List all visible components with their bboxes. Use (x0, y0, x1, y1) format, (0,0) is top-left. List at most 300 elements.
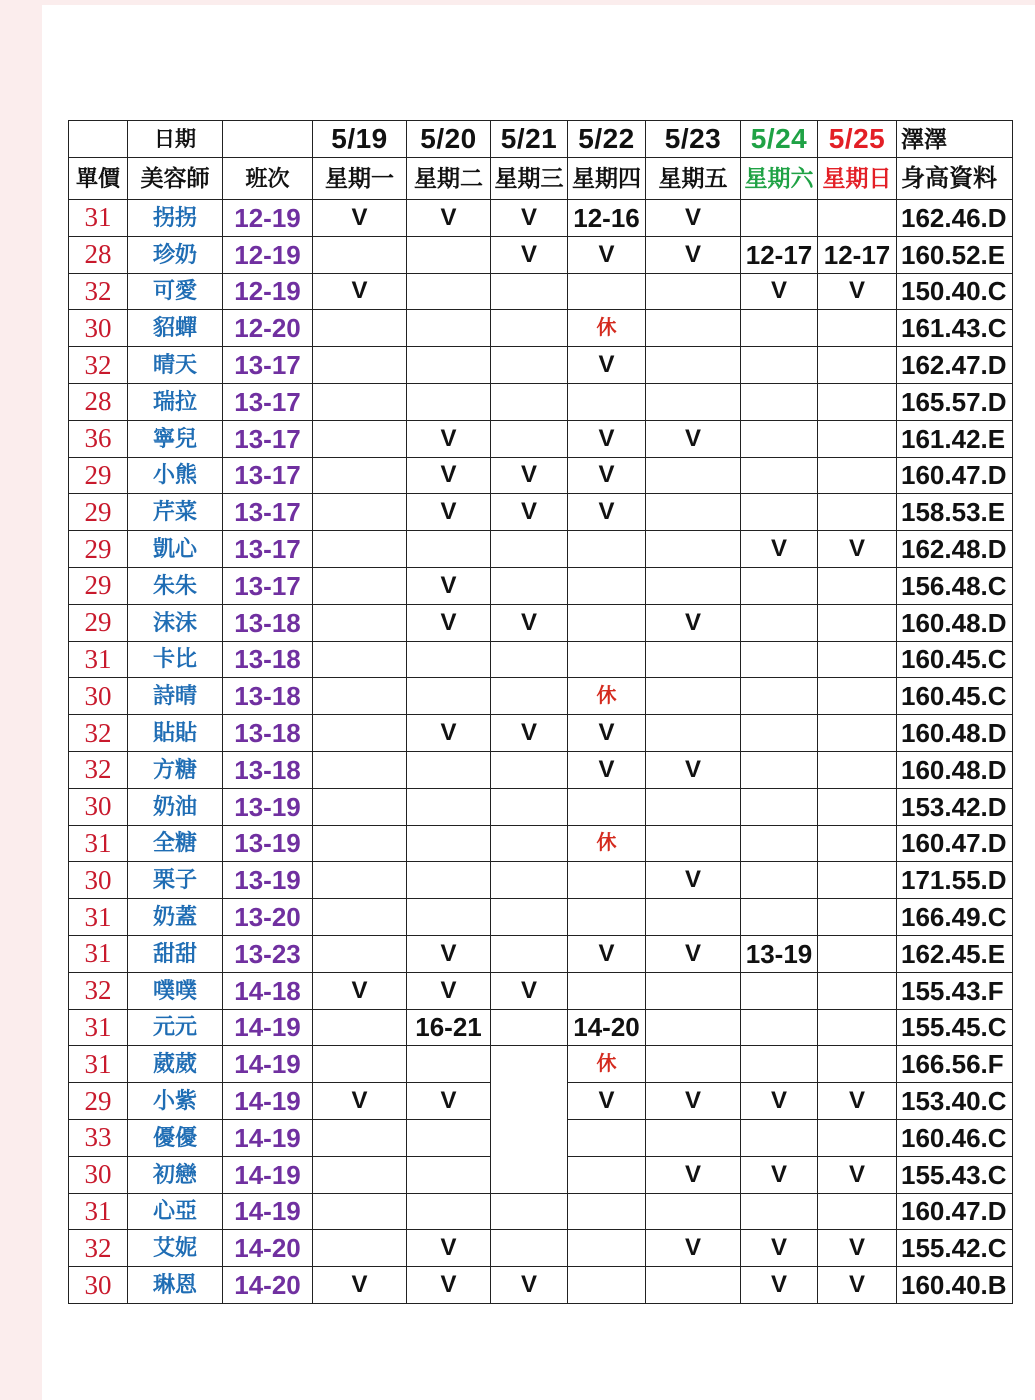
day-cell-thu (568, 567, 646, 604)
day-cell-sun (818, 1046, 897, 1083)
day-cell-tue (407, 310, 491, 347)
shift-cell: 12-19 (223, 200, 313, 237)
height-data-cell: 160.46.C (897, 1119, 1013, 1156)
day-cell-fri (646, 1193, 741, 1230)
height-data-cell: 160.47.D (897, 825, 1013, 862)
day-cell-wed (491, 1009, 568, 1046)
shift-cell: 13-17 (223, 494, 313, 531)
stylist-name-cell: 噗噗 (128, 972, 223, 1009)
owner-name-header: 澤澤 (897, 121, 1013, 158)
day-cell-fri: V (646, 236, 741, 273)
day-cell-sat: V (741, 1230, 818, 1267)
day-cell-wed: V (491, 236, 568, 273)
day-cell-fri: V (646, 862, 741, 899)
shift-cell: 13-19 (223, 788, 313, 825)
day-cell-sun: V (818, 1230, 897, 1267)
day-cell-fri: V (646, 1083, 741, 1120)
day-cell-tue: V (407, 567, 491, 604)
day-cell-thu: V (568, 457, 646, 494)
price-cell: 31 (69, 641, 128, 678)
shift-cell: 12-19 (223, 236, 313, 273)
shift-cell: 13-17 (223, 420, 313, 457)
day-cell-thu (568, 1267, 646, 1304)
price-cell: 30 (69, 862, 128, 899)
day-cell-sun: V (818, 273, 897, 310)
day-cell-wed (491, 1193, 568, 1230)
table-row (69, 678, 1013, 715)
day-cell-sat (741, 1193, 818, 1230)
day-cell-thu (568, 1156, 646, 1193)
day-cell-sun (818, 825, 897, 862)
day-cell-sun: V (818, 531, 897, 568)
day-cell-tue (407, 825, 491, 862)
day-cell-mon (313, 420, 407, 457)
day-cell-wed (491, 310, 568, 347)
day-cell-fri (646, 310, 741, 347)
day-cell-sat (741, 899, 818, 936)
stylist-name-cell: 元元 (128, 1009, 223, 1046)
day-cell-mon (313, 678, 407, 715)
day-cell-sat: V (741, 1083, 818, 1120)
stylist-name-cell: 貼貼 (128, 715, 223, 752)
day-cell-sun (818, 788, 897, 825)
weekday-header-thu: 星期四 (568, 158, 646, 200)
table-row (69, 751, 1013, 788)
shift-cell: 14-19 (223, 1046, 313, 1083)
day-cell-sun (818, 641, 897, 678)
day-cell-sat (741, 567, 818, 604)
table-row (69, 273, 1013, 310)
day-cell-thu: 休 (568, 825, 646, 862)
weekday-header-wed: 星期三 (491, 158, 568, 200)
table-row (69, 604, 1013, 641)
weekday-header-sat: 星期六 (741, 158, 818, 200)
day-cell-mon (313, 1009, 407, 1046)
table-row (69, 1046, 1013, 1083)
day-cell-fri (646, 825, 741, 862)
height-data-cell: 160.48.D (897, 715, 1013, 752)
table-row (69, 383, 1013, 420)
day-cell-thu (568, 1230, 646, 1267)
price-cell: 32 (69, 972, 128, 1009)
day-cell-tue (407, 678, 491, 715)
date-header-fri: 5/23 (646, 121, 741, 158)
table-row (69, 715, 1013, 752)
shift-cell: 13-17 (223, 383, 313, 420)
day-cell-sun (818, 347, 897, 384)
stylist-name-cell: 艾妮 (128, 1230, 223, 1267)
day-cell-fri (646, 1267, 741, 1304)
day-cell-tue (407, 1156, 491, 1193)
price-cell: 29 (69, 457, 128, 494)
day-cell-mon (313, 641, 407, 678)
schedule-header (69, 121, 1013, 200)
day-cell-wed (491, 751, 568, 788)
height-data-cell: 160.45.C (897, 678, 1013, 715)
day-cell-tue (407, 531, 491, 568)
day-cell-sun (818, 494, 897, 531)
shift-column-header: 班次 (223, 158, 313, 200)
price-cell: 29 (69, 567, 128, 604)
day-cell-fri (646, 1046, 741, 1083)
day-cell-thu (568, 1193, 646, 1230)
shift-cell: 12-19 (223, 273, 313, 310)
height-data-cell: 155.42.C (897, 1230, 1013, 1267)
header-row-dates (69, 121, 1013, 158)
day-cell-thu: 休 (568, 678, 646, 715)
height-data-cell: 166.56.F (897, 1046, 1013, 1083)
day-cell-sat (741, 715, 818, 752)
height-data-cell: 160.48.D (897, 604, 1013, 641)
day-cell-sun (818, 604, 897, 641)
day-cell-sat (741, 347, 818, 384)
day-cell-sat (741, 641, 818, 678)
price-cell: 36 (69, 420, 128, 457)
price-cell: 31 (69, 825, 128, 862)
day-cell-sun (818, 1119, 897, 1156)
day-cell-sat (741, 862, 818, 899)
stylist-column-header: 美容師 (128, 158, 223, 200)
stylist-name-cell: 朱朱 (128, 567, 223, 604)
day-cell-sat (741, 420, 818, 457)
day-cell-sun (818, 200, 897, 237)
weekday-header-tue: 星期二 (407, 158, 491, 200)
day-cell-sun (818, 457, 897, 494)
shift-cell: 14-18 (223, 972, 313, 1009)
day-cell-sat: 13-19 (741, 935, 818, 972)
day-cell-fri: V (646, 1156, 741, 1193)
day-cell-fri: V (646, 935, 741, 972)
day-cell-tue (407, 788, 491, 825)
day-cell-sat (741, 383, 818, 420)
day-cell-mon (313, 347, 407, 384)
day-cell-mon (313, 1119, 407, 1156)
day-cell-thu: V (568, 420, 646, 457)
weekday-header-fri: 星期五 (646, 158, 741, 200)
day-cell-thu (568, 972, 646, 1009)
day-cell-wed (491, 1046, 568, 1193)
day-cell-sat: V (741, 1156, 818, 1193)
day-cell-tue (407, 641, 491, 678)
day-cell-fri (646, 1009, 741, 1046)
height-data-cell: 160.47.D (897, 1193, 1013, 1230)
table-row (69, 862, 1013, 899)
day-cell-thu: V (568, 494, 646, 531)
price-cell: 29 (69, 494, 128, 531)
day-cell-wed: V (491, 457, 568, 494)
day-cell-wed (491, 825, 568, 862)
day-cell-thu (568, 641, 646, 678)
day-cell-sat (741, 678, 818, 715)
table-row (69, 1267, 1013, 1304)
header-blank-cell (223, 121, 313, 158)
stylist-name-cell: 心亞 (128, 1193, 223, 1230)
stylist-name-cell: 卡比 (128, 641, 223, 678)
date-label-header: 日期 (128, 121, 223, 158)
day-cell-sat (741, 1119, 818, 1156)
day-cell-sun: 12-17 (818, 236, 897, 273)
shift-cell: 13-19 (223, 862, 313, 899)
day-cell-wed (491, 788, 568, 825)
day-cell-fri (646, 531, 741, 568)
day-cell-tue: V (407, 1083, 491, 1120)
price-cell: 30 (69, 678, 128, 715)
day-cell-fri: V (646, 1230, 741, 1267)
day-cell-fri (646, 347, 741, 384)
day-cell-thu: 休 (568, 310, 646, 347)
price-cell: 33 (69, 1119, 128, 1156)
price-column-header: 單價 (69, 158, 128, 200)
day-cell-mon (313, 751, 407, 788)
shift-cell: 13-18 (223, 751, 313, 788)
price-cell: 32 (69, 347, 128, 384)
day-cell-tue (407, 862, 491, 899)
shift-cell: 13-20 (223, 899, 313, 936)
date-header-thu: 5/22 (568, 121, 646, 158)
day-cell-mon: V (313, 1267, 407, 1304)
day-cell-sat: V (741, 273, 818, 310)
height-data-cell: 161.43.C (897, 310, 1013, 347)
day-cell-mon (313, 1156, 407, 1193)
day-cell-tue (407, 383, 491, 420)
stylist-name-cell: 方糖 (128, 751, 223, 788)
shift-cell: 13-18 (223, 604, 313, 641)
day-cell-wed (491, 567, 568, 604)
shift-cell: 14-19 (223, 1119, 313, 1156)
day-cell-wed: V (491, 715, 568, 752)
day-cell-thu: V (568, 347, 646, 384)
height-data-column-header: 身高資料 (897, 158, 1013, 200)
schedule-sheet (42, 5, 1035, 1400)
day-cell-fri: V (646, 751, 741, 788)
day-cell-thu: V (568, 751, 646, 788)
stylist-name-cell: 全糖 (128, 825, 223, 862)
weekday-header-sun: 星期日 (818, 158, 897, 200)
height-data-cell: 162.48.D (897, 531, 1013, 568)
price-cell: 31 (69, 1193, 128, 1230)
day-cell-thu: V (568, 935, 646, 972)
day-cell-tue: V (407, 604, 491, 641)
table-row (69, 310, 1013, 347)
height-data-cell: 162.46.D (897, 200, 1013, 237)
day-cell-sat (741, 1009, 818, 1046)
stylist-name-cell: 瑞拉 (128, 383, 223, 420)
day-cell-tue (407, 899, 491, 936)
table-row (69, 972, 1013, 1009)
stylist-name-cell: 凱心 (128, 531, 223, 568)
day-cell-sat (741, 751, 818, 788)
table-row (69, 200, 1013, 237)
price-cell: 28 (69, 383, 128, 420)
day-cell-sun (818, 310, 897, 347)
day-cell-sat (741, 788, 818, 825)
day-cell-sun (818, 567, 897, 604)
table-row (69, 420, 1013, 457)
day-cell-sat (741, 825, 818, 862)
day-cell-fri (646, 641, 741, 678)
day-cell-wed (491, 1230, 568, 1267)
day-cell-wed (491, 420, 568, 457)
stylist-name-cell: 葳葳 (128, 1046, 223, 1083)
day-cell-tue (407, 751, 491, 788)
price-cell: 31 (69, 1009, 128, 1046)
day-cell-wed (491, 678, 568, 715)
stylist-name-cell: 寧兒 (128, 420, 223, 457)
day-cell-sat (741, 604, 818, 641)
day-cell-sun (818, 383, 897, 420)
height-data-cell: 155.43.C (897, 1156, 1013, 1193)
day-cell-sun (818, 751, 897, 788)
day-cell-fri (646, 972, 741, 1009)
day-cell-fri (646, 788, 741, 825)
height-data-cell: 161.42.E (897, 420, 1013, 457)
date-header-sat: 5/24 (741, 121, 818, 158)
day-cell-tue (407, 1046, 491, 1083)
header-blank-cell (69, 121, 128, 158)
day-cell-mon (313, 383, 407, 420)
price-cell: 30 (69, 1267, 128, 1304)
day-cell-sun: V (818, 1156, 897, 1193)
day-cell-fri (646, 494, 741, 531)
day-cell-mon (313, 788, 407, 825)
day-cell-mon (313, 935, 407, 972)
day-cell-wed: V (491, 972, 568, 1009)
height-data-cell: 155.45.C (897, 1009, 1013, 1046)
day-cell-sat: V (741, 1267, 818, 1304)
price-cell: 29 (69, 531, 128, 568)
day-cell-sat (741, 1046, 818, 1083)
price-cell: 31 (69, 899, 128, 936)
day-cell-sun (818, 935, 897, 972)
price-cell: 30 (69, 310, 128, 347)
price-cell: 30 (69, 788, 128, 825)
stylist-name-cell: 貂蟬 (128, 310, 223, 347)
day-cell-tue: V (407, 457, 491, 494)
day-cell-tue (407, 236, 491, 273)
stylist-name-cell: 詩晴 (128, 678, 223, 715)
shift-cell: 14-19 (223, 1156, 313, 1193)
shift-cell: 13-17 (223, 567, 313, 604)
day-cell-fri: V (646, 604, 741, 641)
day-cell-sat (741, 494, 818, 531)
day-cell-tue: V (407, 1267, 491, 1304)
height-data-cell: 162.47.D (897, 347, 1013, 384)
shift-cell: 13-17 (223, 531, 313, 568)
price-cell: 31 (69, 200, 128, 237)
day-cell-wed (491, 862, 568, 899)
day-cell-fri (646, 567, 741, 604)
date-header-mon: 5/19 (313, 121, 407, 158)
table-row (69, 531, 1013, 568)
day-cell-thu (568, 383, 646, 420)
shift-cell: 13-18 (223, 641, 313, 678)
day-cell-sun (818, 420, 897, 457)
table-row (69, 494, 1013, 531)
price-cell: 31 (69, 1046, 128, 1083)
day-cell-mon (313, 567, 407, 604)
table-row (69, 641, 1013, 678)
day-cell-mon: V (313, 200, 407, 237)
day-cell-tue: V (407, 935, 491, 972)
height-data-cell: 160.52.E (897, 236, 1013, 273)
day-cell-sun (818, 972, 897, 1009)
table-row (69, 935, 1013, 972)
day-cell-sun (818, 715, 897, 752)
table-row (69, 1193, 1013, 1230)
stylist-name-cell: 奶油 (128, 788, 223, 825)
stylist-name-cell: 沫沫 (128, 604, 223, 641)
day-cell-tue: V (407, 715, 491, 752)
height-data-cell: 150.40.C (897, 273, 1013, 310)
day-cell-tue: 16-21 (407, 1009, 491, 1046)
price-cell: 32 (69, 751, 128, 788)
day-cell-wed (491, 273, 568, 310)
day-cell-wed (491, 641, 568, 678)
height-data-cell: 158.53.E (897, 494, 1013, 531)
price-cell: 32 (69, 273, 128, 310)
day-cell-tue (407, 273, 491, 310)
header-row-columns (69, 158, 1013, 200)
day-cell-wed (491, 383, 568, 420)
day-cell-mon (313, 1193, 407, 1230)
height-data-cell: 153.40.C (897, 1083, 1013, 1120)
day-cell-thu: V (568, 236, 646, 273)
weekday-header-mon: 星期一 (313, 158, 407, 200)
stylist-name-cell: 拐拐 (128, 200, 223, 237)
price-cell: 30 (69, 1156, 128, 1193)
stylist-name-cell: 琳恩 (128, 1267, 223, 1304)
day-cell-fri (646, 273, 741, 310)
day-cell-sun (818, 678, 897, 715)
day-cell-wed (491, 899, 568, 936)
table-row (69, 1230, 1013, 1267)
price-cell: 31 (69, 935, 128, 972)
shift-cell: 14-20 (223, 1230, 313, 1267)
height-data-cell: 160.48.D (897, 751, 1013, 788)
day-cell-sat (741, 200, 818, 237)
height-data-cell: 171.55.D (897, 862, 1013, 899)
height-data-cell: 162.45.E (897, 935, 1013, 972)
day-cell-wed: V (491, 604, 568, 641)
table-row (69, 788, 1013, 825)
shift-cell: 13-23 (223, 935, 313, 972)
date-header-wed: 5/21 (491, 121, 568, 158)
height-data-cell: 165.57.D (897, 383, 1013, 420)
day-cell-thu: V (568, 1083, 646, 1120)
shift-cell: 13-18 (223, 678, 313, 715)
day-cell-sun: V (818, 1267, 897, 1304)
stylist-name-cell: 小紫 (128, 1083, 223, 1120)
day-cell-mon (313, 236, 407, 273)
day-cell-thu: 12-16 (568, 200, 646, 237)
day-cell-mon: V (313, 1083, 407, 1120)
shift-cell: 13-18 (223, 715, 313, 752)
day-cell-sun (818, 1009, 897, 1046)
day-cell-mon (313, 494, 407, 531)
day-cell-thu: 14-20 (568, 1009, 646, 1046)
day-cell-mon (313, 1046, 407, 1083)
day-cell-thu: V (568, 715, 646, 752)
shift-cell: 13-17 (223, 347, 313, 384)
stylist-name-cell: 珍奶 (128, 236, 223, 273)
day-cell-thu (568, 273, 646, 310)
day-cell-sat (741, 457, 818, 494)
stylist-name-cell: 優優 (128, 1119, 223, 1156)
day-cell-wed: V (491, 494, 568, 531)
day-cell-tue (407, 347, 491, 384)
day-cell-fri (646, 457, 741, 494)
day-cell-mon: V (313, 273, 407, 310)
